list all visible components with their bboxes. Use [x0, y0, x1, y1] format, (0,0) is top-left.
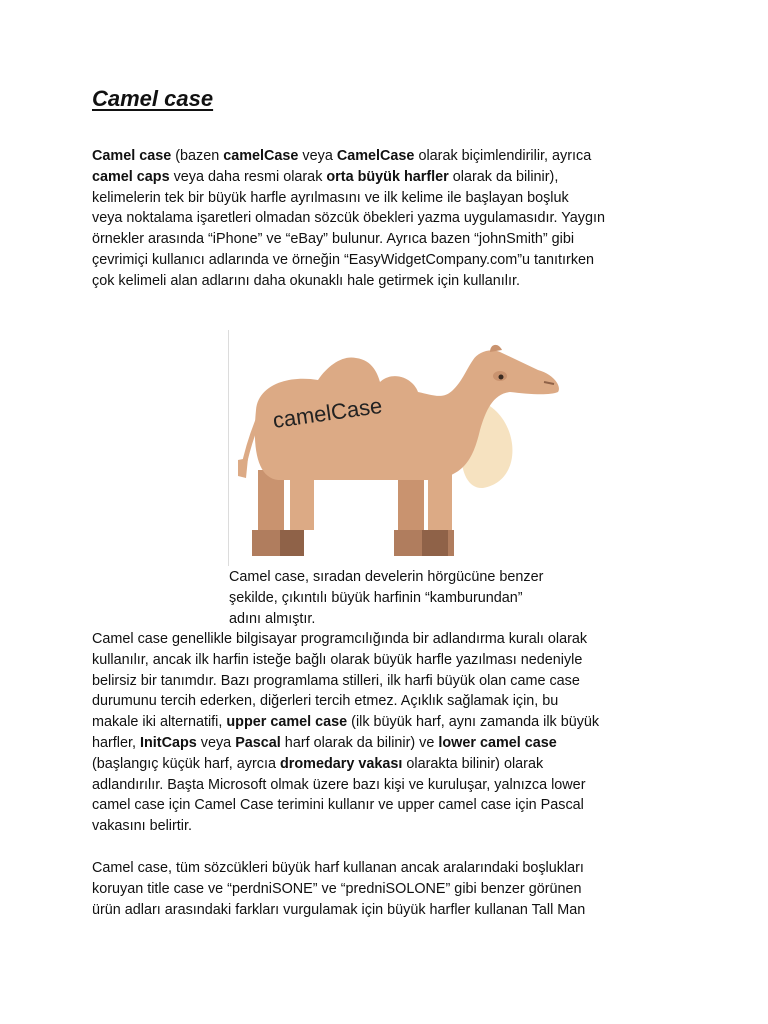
- text-run: olarak biçimlendirilir, ayrıca: [414, 148, 592, 164]
- term-orta-buyuk-harfler: orta büyük harfler: [326, 168, 449, 185]
- term-dromedary: dromedary vakası: [279, 755, 403, 772]
- camel-front-hoof-shade: [422, 530, 448, 556]
- page-title: Camel case: [92, 86, 214, 111]
- figure-border-line: [228, 330, 229, 566]
- text-line: çok kelimeli alan adlarını daha okunaklı hale getirmek için kullanılır.: [92, 272, 520, 289]
- camel-eye: [499, 375, 504, 380]
- text-line: Camel case, tüm sözcükleri büyük harf kullanan ancak aralarındaki boşlukları: [92, 860, 584, 876]
- text-line: belirsiz bir tanımdır. Bazı programlama stilleri, ilk harfi büyük olan came case: [92, 672, 580, 689]
- camel-logo-text: camelCase: [271, 392, 384, 433]
- term-upper-camel-case: upper camel case: [226, 714, 348, 731]
- term-camel-case: Camel case: [92, 148, 172, 164]
- term-camel-caps: camel caps: [92, 168, 170, 185]
- intro-paragraph: [92, 146, 682, 292]
- term-initcaps: InitCaps: [140, 734, 197, 751]
- text-run: veya daha resmi olarak: [169, 168, 327, 185]
- caption-line: Camel case, sıradan develerin hörgücüne benzer: [229, 569, 544, 585]
- term-camelcase-lower: camelCase: [223, 148, 299, 164]
- caption-line: şekilde, çıkıntılı büyük harfinin “kamburundan”: [229, 589, 523, 606]
- camel-figure: [228, 330, 568, 560]
- term-camelcase-upper: CamelCase: [336, 148, 415, 164]
- text-line: camel case için Camel Case terimini kullanır ve upper camel case için Pascal: [92, 797, 584, 814]
- text-run: (bazen: [171, 148, 224, 164]
- text-run: veya: [298, 148, 337, 164]
- text-line: çevrimiçi kullanıcı adlarında ve örneğin “EasyWidgetCompany.com”u tanıtırken: [92, 251, 595, 268]
- text-run: (ilk büyük harf, aynı zamanda ilk büyük: [347, 714, 600, 731]
- figure-caption: [229, 567, 599, 629]
- term-lower-camel-case: lower camel case: [438, 734, 557, 751]
- text-run: makale iki alternatifi,: [92, 714, 227, 731]
- camel-ear: [490, 345, 502, 352]
- term-pascal: Pascal: [235, 734, 281, 751]
- text-run: veya: [196, 734, 236, 751]
- text-line: vakasını belirtir.: [92, 818, 192, 835]
- text-run: harfler,: [92, 734, 140, 751]
- text-line: durumunu tercih ederken, diğerleri tercih etmez. Açıklık sağlamak için, bu: [92, 693, 559, 710]
- text-line: veya noktalama işaretleri olmadan sözcük öbekleri yazma uygulamasıdır. Yaygın: [92, 210, 605, 227]
- text-line: Camel case genellikle bilgisayar programcılığında bir adlandırma kuralı olarak: [92, 631, 588, 647]
- text-run: (başlangıç küçük harf, ayrcıa: [92, 755, 280, 772]
- text-line: adlandırılır. Başta Microsoft olmak üzere bazı kişi ve kuruluşar, yalnızca lower: [92, 776, 586, 793]
- text-line: örnekler arasında “iPhone” ve “eBay” bulunur. Ayrıca bazen “johnSmith” gibi: [92, 231, 575, 248]
- caption-line: adını almıştır.: [229, 610, 316, 627]
- camel-illustration: [228, 330, 568, 560]
- text-line: kelimelerin tek bir büyük harfle ayrılmasını ve ilk kelime ile başlayan boşluk: [92, 189, 569, 206]
- text-run: harf olarak da bilinir) ve: [280, 734, 439, 751]
- text-run: olarak da bilinir),: [448, 168, 559, 185]
- text-run: olarakta bilinir) olarak: [402, 755, 544, 772]
- body-paragraph-2: [92, 629, 682, 837]
- text-line: koruyan title case ve “perdniSONE” ve “predniSOLONE” gibi benzer görünen: [92, 880, 582, 897]
- body-paragraph-3: [92, 858, 682, 920]
- camel-tail-tip: [238, 458, 248, 478]
- text-line: kullanılır, ancak ilk harfin isteğe bağlı olarak büyük harfle yazılması nedeniyle: [92, 651, 583, 668]
- text-line: ürün adları arasındaki farkları vurgulamak için büyük harfler kullanan Tall Man: [92, 901, 586, 918]
- camel-back-hoof-shade: [280, 530, 304, 556]
